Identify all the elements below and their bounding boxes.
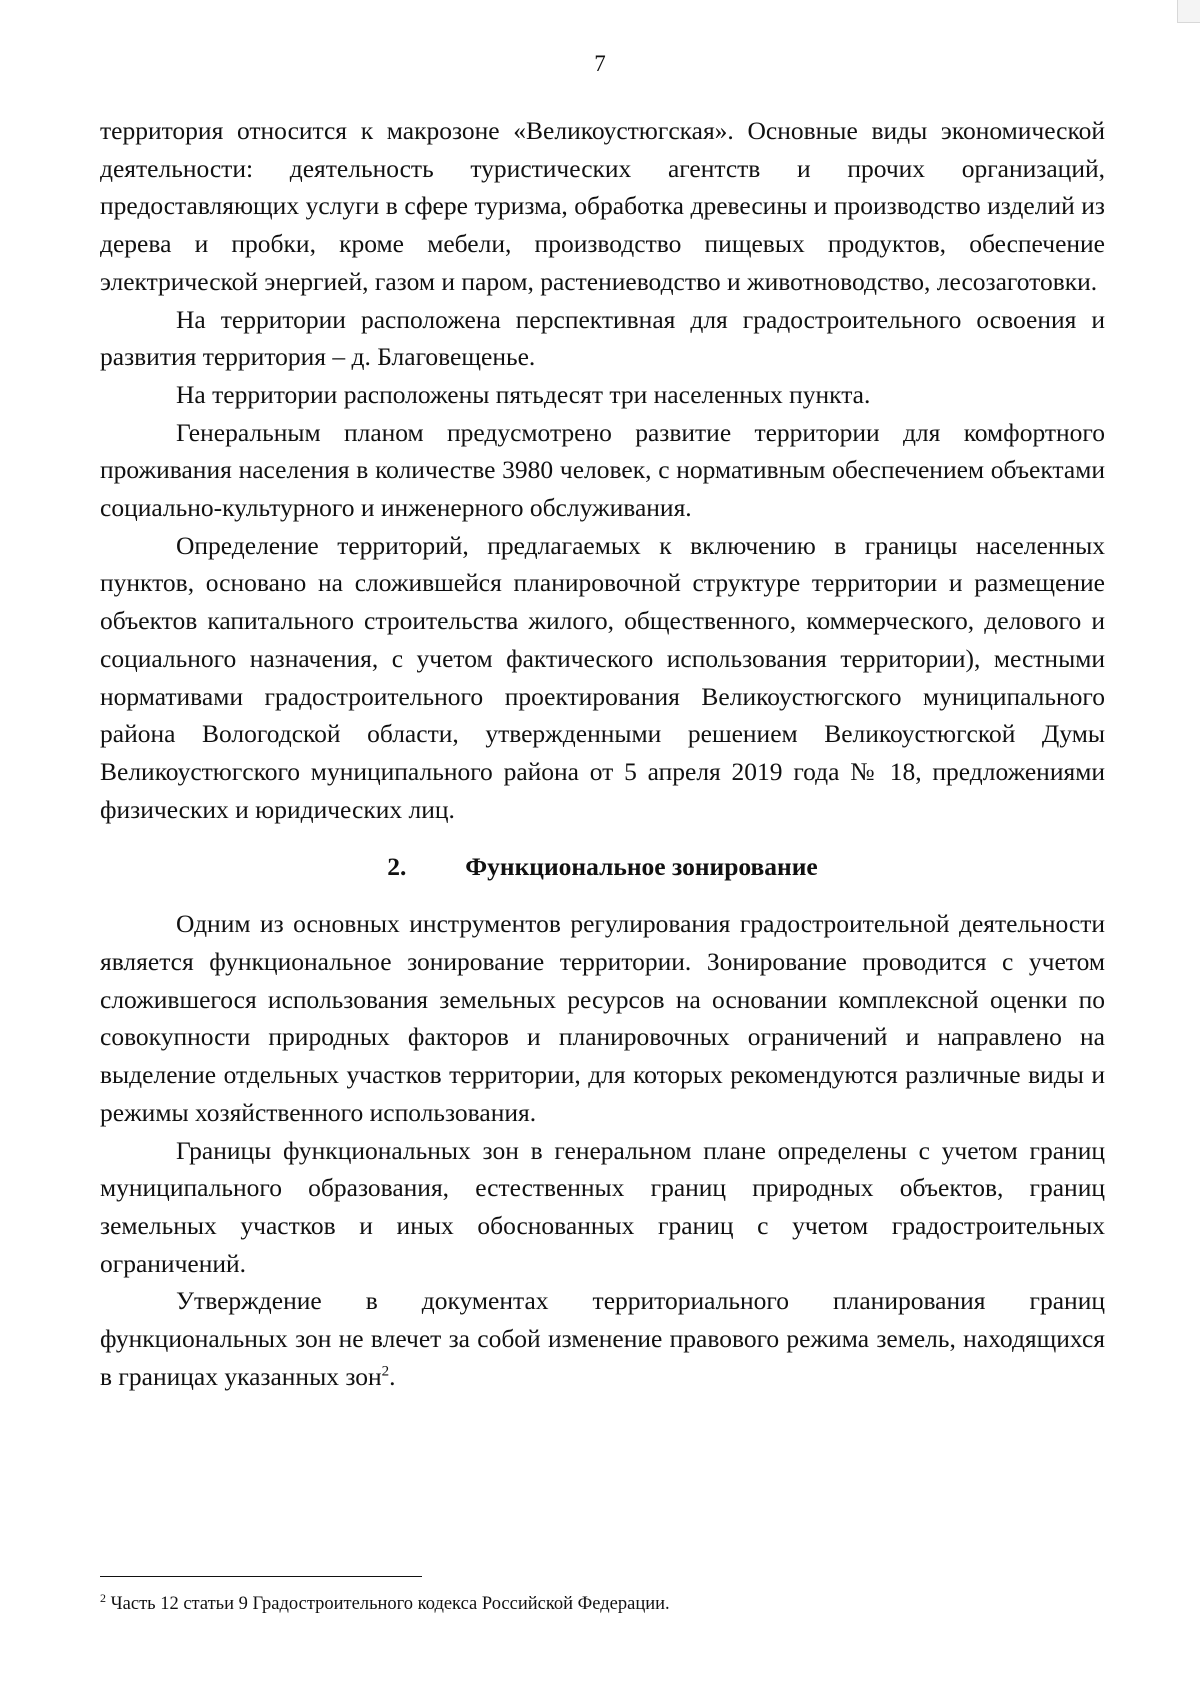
footnote bbox=[100, 1592, 1100, 1616]
paragraph-population-plan: Генеральным планом предусмотрено развитие территории для комфортного проживания населения в количестве 3980 человек, с нормативным обеспечением объектами социально-культурного и инженерного обслуживания. bbox=[100, 417, 1105, 523]
footnote-reference[interactable]: 2 bbox=[381, 1363, 390, 1380]
section-number: 2. bbox=[387, 852, 407, 882]
paragraph-zone-boundaries: Границы функциональных зон в генеральном плане определены с учетом границ муниципального образования, естественных границ природных объектов, границ земельных участков и иных обоснованных границ с учетом градостроительных ограничений. bbox=[100, 1135, 1105, 1278]
paragraph-legal-regime bbox=[100, 1282, 1105, 1395]
paragraph-boundaries-definition: Определение территорий, предлагаемых к включению в границы населенных пунктов, основано на сложившейся планировочной структуре территории и размещение объектов капитального строительства жилого, общественного, коммерческого, делового и социального назначения, с учетом фактического использования территории), местными нормативами градостроительного проектирования Великоустюгского муниципального района Вологодской области, утвержденными решением Великоустюгской Думы Великоустюгского муниципального района от 5 апреля 2019 года № 18, предложениями физических и юридических лиц. bbox=[100, 530, 1105, 824]
paragraph-legal-regime-end: . bbox=[389, 1361, 396, 1391]
footnote-marker: 2 bbox=[100, 1590, 106, 1605]
footnote-text: Часть 12 статьи 9 Градостроительного кодекса Российской Федерации. bbox=[110, 1594, 670, 1614]
paragraph-zoning-intro: Одним из основных инструментов регулирования градостроительной деятельности является функциональное зонирование территории. Зонирование проводится с учетом сложившегося использования земельных ресурсов на основании комплексной оценки по совокупности природных факторов и планировочных ограничений и направлено на выделение отдельных участков территории, для которых рекомендуются различные виды и режимы хозяйственного использования. bbox=[100, 909, 1105, 1127]
page-number: 7 bbox=[594, 51, 606, 76]
document-body bbox=[100, 112, 1105, 1396]
section-title: Функциональное зонирование bbox=[465, 852, 818, 882]
paragraph-legal-regime-text: Утверждение в документах территориального планирования границ функциональных зон не влечет за собой изменение правового режима земель, находящихся в границах указанных зон bbox=[100, 1286, 1105, 1391]
paragraph-promising-territory: На территории расположена перспективная для градостроительного освоения и развития территория – д. Благовещенье. bbox=[100, 304, 1105, 372]
paragraph-continuation: территория относится к макрозоне «Великоустюгская». Основные виды экономической деятельности: деятельность туристических агентств и прочих организаций, предоставляющих услуги в сфере туризма, обработка древесины и производство изделий из дерева и пробки, кроме мебели, производство пищевых продуктов, обеспечение электрической энергией, газом и паром, растениеводство и животноводство, лесозаготовки. bbox=[100, 116, 1105, 296]
scan-corner-mark bbox=[1177, 0, 1200, 23]
footnote-separator bbox=[100, 1576, 422, 1577]
paragraph-settlements-count: На территории расположены пятьдесят три населенных пункта. bbox=[176, 379, 871, 409]
section-heading bbox=[100, 848, 1105, 885]
